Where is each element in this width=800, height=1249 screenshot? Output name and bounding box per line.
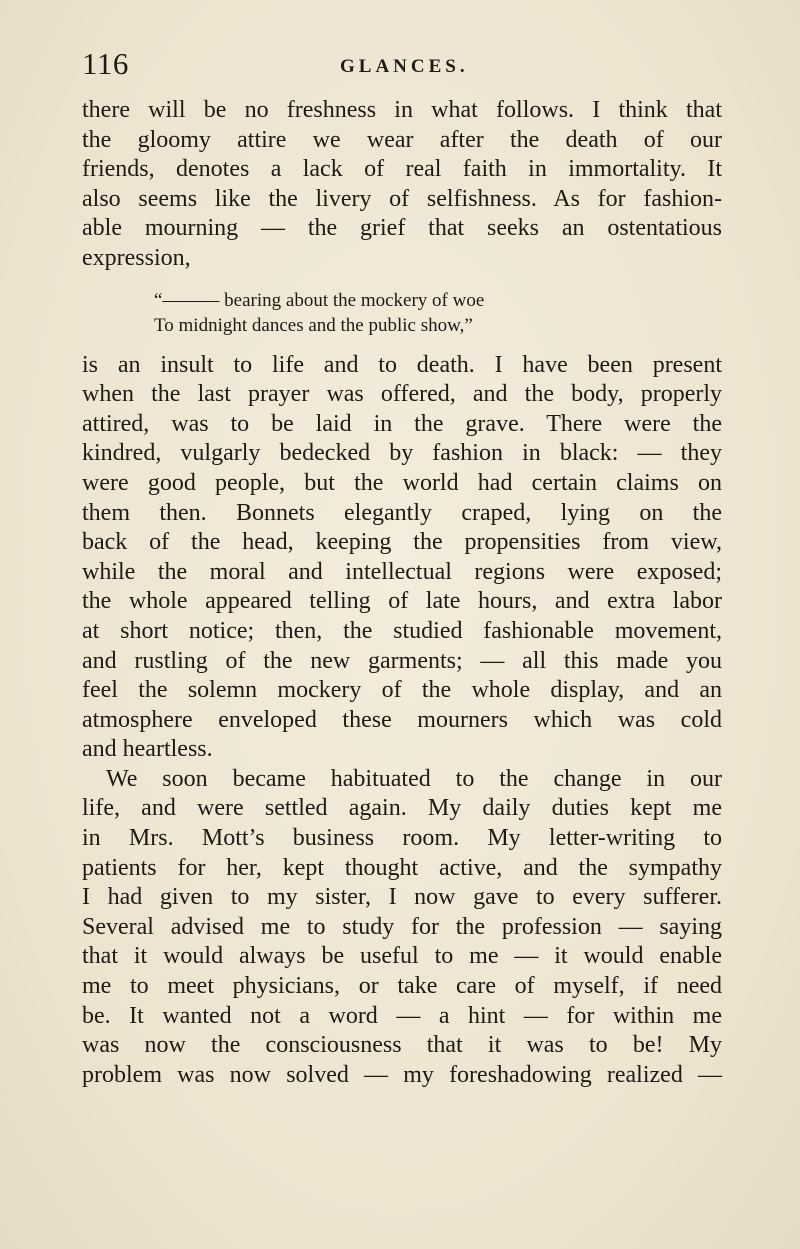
- text-line: life, and were settled again. My daily duties kept me: [82, 795, 722, 822]
- text-line: the gloomy attire we wear after the death of our: [82, 126, 722, 153]
- text-line: and heartless.: [82, 736, 213, 763]
- text-line: me to meet physicians, or take care of myself, if need: [82, 973, 722, 1000]
- text-line: there will be no freshness in what follows. I think that: [82, 97, 722, 123]
- verse-line: “——— bearing about the mockery of woe: [154, 289, 485, 311]
- text-line: able mourning — the grief that seeks an ostentatious: [82, 215, 722, 242]
- text-line: them then. Bonnets elegantly craped, lying on the: [82, 499, 722, 526]
- text-line: while the moral and intellectual regions were exposed;: [82, 558, 722, 585]
- page-number: 116: [82, 46, 129, 81]
- text-line: problem was now solved — my foreshadowing realized —: [82, 1061, 722, 1088]
- text-line: We soon became habituated to the change in our: [106, 765, 722, 792]
- text-line: kindred, vulgarly bedecked by fashion in black: — they: [82, 440, 722, 467]
- paragraph-1: [82, 96, 722, 274]
- text-line: in Mrs. Mott’s business room. My letter-writing to: [82, 825, 722, 852]
- text-line: patients for her, kept thought active, and the sympathy: [82, 854, 722, 881]
- running-head: GLANCES.: [340, 56, 469, 77]
- text-line: when the last prayer was offered, and the body, properly: [82, 381, 722, 408]
- text-line: that it would always be useful to me — it would enable: [82, 943, 722, 970]
- verse-line: To midnight dances and the public show,”: [154, 314, 473, 336]
- text-line: I had given to my sister, I now gave to every sufferer.: [82, 884, 722, 911]
- text-line: friends, denotes a lack of real faith in immortality. It: [82, 156, 722, 183]
- text-line: feel the solemn mockery of the whole display, and an: [82, 677, 722, 704]
- body-text: [82, 96, 722, 1090]
- text-line: were good people, but the world had certain claims on: [82, 469, 722, 496]
- text-line: atmosphere enveloped these mourners which was cold: [82, 706, 722, 733]
- text-line: Several advised me to study for the profession — saying: [82, 913, 722, 940]
- paragraph-2: [82, 351, 722, 765]
- text-line: the whole appeared telling of late hours, and extra labor: [82, 588, 722, 615]
- text-line: be. It wanted not a word — a hint — for within me: [82, 1002, 722, 1029]
- paragraph-3: [82, 765, 722, 1091]
- text-line: also seems like the livery of selfishness. As for fashion-: [82, 185, 722, 212]
- verse-quotation: [154, 288, 714, 338]
- text-line: back of the head, keeping the propensities from view,: [82, 529, 722, 556]
- text-line: and rustling of the new garments; — all this made you: [82, 647, 722, 674]
- text-line: expression,: [82, 244, 191, 271]
- text-line: is an insult to life and to death. I have been present: [82, 351, 722, 378]
- page-header: [82, 46, 722, 86]
- text-line: attired, was to be laid in the grave. There were the: [82, 410, 722, 437]
- text-line: at short notice; then, the studied fashionable movement,: [82, 617, 722, 644]
- text-line: was now the consciousness that it was to be! My: [82, 1032, 722, 1059]
